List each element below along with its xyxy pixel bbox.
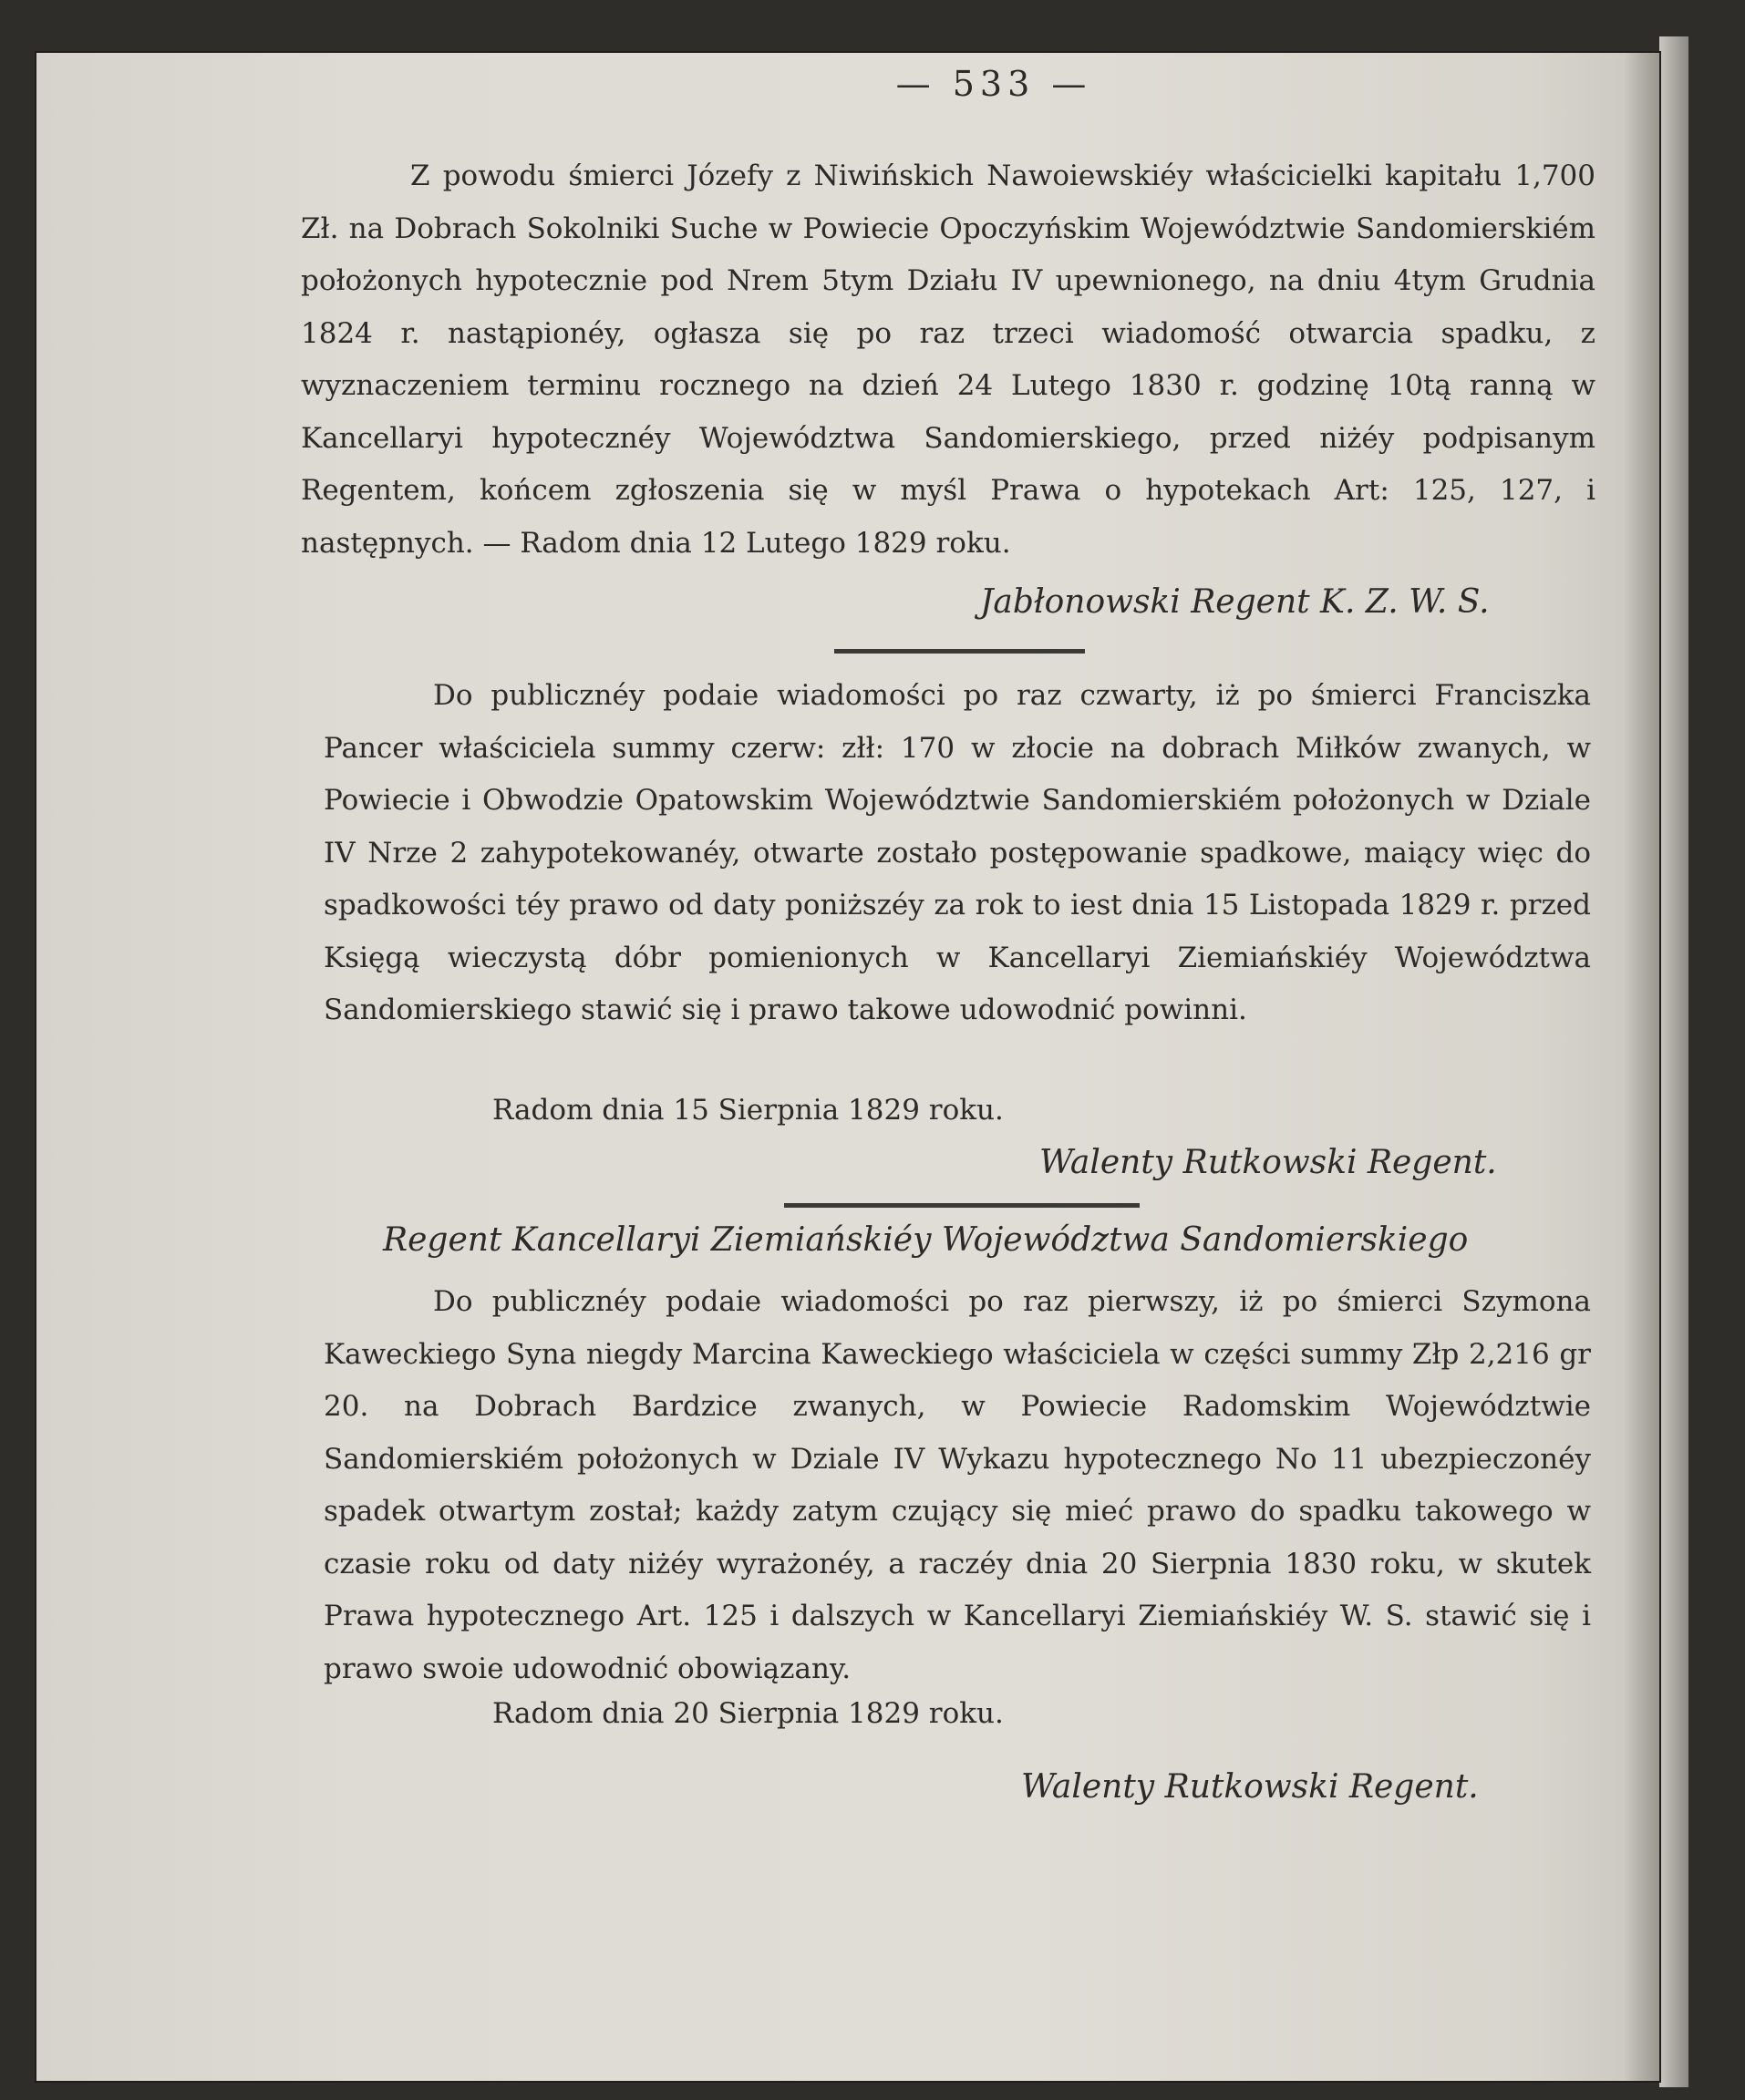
page-number: — 533 — <box>895 64 1092 104</box>
book-edge <box>1659 36 1688 2087</box>
notice-1-signature: Jabłonowski Regent K. Z. W. S. <box>980 583 1490 621</box>
notice-2-date: Radom dnia 15 Sierpnia 1829 roku. <box>492 1094 1004 1127</box>
notice-2-signature: Walenty Rutkowski Regent. <box>1039 1144 1497 1181</box>
divider-1 <box>834 649 1085 654</box>
notice-1-text: Z powodu śmierci Józefy z Niwińskich Nawoiewskiéy właścicielki kapitału 1,700 Zł. na Dobrach Sokolniki Suche w Powiecie Opoczyńskim Województwie Sandomierskiém położonych hypotecznie pod Nrem 5tym Działu IV upewnionego, na dniu 4tym Grudnia 1824 r. nastąpionéy, ogłasza się po raz trzeci wiadomość otwarcia spadku, z wyznaczeniem terminu rocznego na dzień 24 Lutego 1830 r. godzinę 10tą ranną w Kancellaryi hypotecznéy Województwa Sandomierskiego, przed niżéy podpisanym Regentem, końcem zgłoszenia się w myśl Prawa o hypotekach Art: 125, 127, i następnych. — Radom dnia 12 Lutego 1829 roku. <box>301 160 1595 560</box>
divider-2 <box>784 1203 1140 1208</box>
notice-2-text: Do publicznéy podaie wiadomości po raz czwarty, iż po śmierci Franciszka Pancer właściciela summy czerw: złł: 170 w złocie na dobrach Miłków zwanych, w Powiecie i Obwodzie Opatowskim Województwie Sandomierskiém położonych w Dziale IV Nrze 2 zahypotekowanéy, otwarte zostało postępowanie spadkowe, maiący więc do spadkowości téy prawo od daty poniższéy za rok to iest dnia 15 Listopada 1829 r. przed Księgą wieczystą dóbr pomienionych w Kancellaryi Ziemiańskiéy Województwa Sandomierskiego stawić się i prawo takowe udowodnić powinni. <box>324 679 1591 1026</box>
notice-3 <box>324 1276 1591 1695</box>
notice-3-signature: Walenty Rutkowski Regent. <box>1021 1768 1479 1806</box>
notice-3-heading: Regent Kancellaryi Ziemiańskiéy Województwa Sandomierskiego <box>383 1221 1469 1259</box>
notice-3-date: Radom dnia 20 Sierpnia 1829 roku. <box>492 1697 1004 1730</box>
notice-1 <box>301 150 1595 570</box>
notice-3-text: Do publicznéy podaie wiadomości po raz pierwszy, iż po śmierci Szymona Kaweckiego Syna niegdy Marcina Kaweckiego właściciela w części summy Złp 2,216 gr 20. na Dobrach Bardzice zwanych, w Powiecie Radomskim Województwie Sandomierskiém położonych w Dziale IV Wykazu hypotecznego No 11 ubezpieczonéy spadek otwartym został; każdy zatym czujący się mieć prawo do spadku takowego w czasie roku od daty niżéy wyrażonéy, a raczéy dnia 20 Sierpnia 1830 roku, w skutek Prawa hypotecznego Art. 125 i dalszych w Kancellaryi Ziemiańskiéy W. S. stawić się i prawo swoie udowodnić obowiązany. <box>324 1285 1591 1685</box>
notice-2 <box>324 670 1591 1037</box>
page-spine-shadow <box>1623 53 1659 2081</box>
